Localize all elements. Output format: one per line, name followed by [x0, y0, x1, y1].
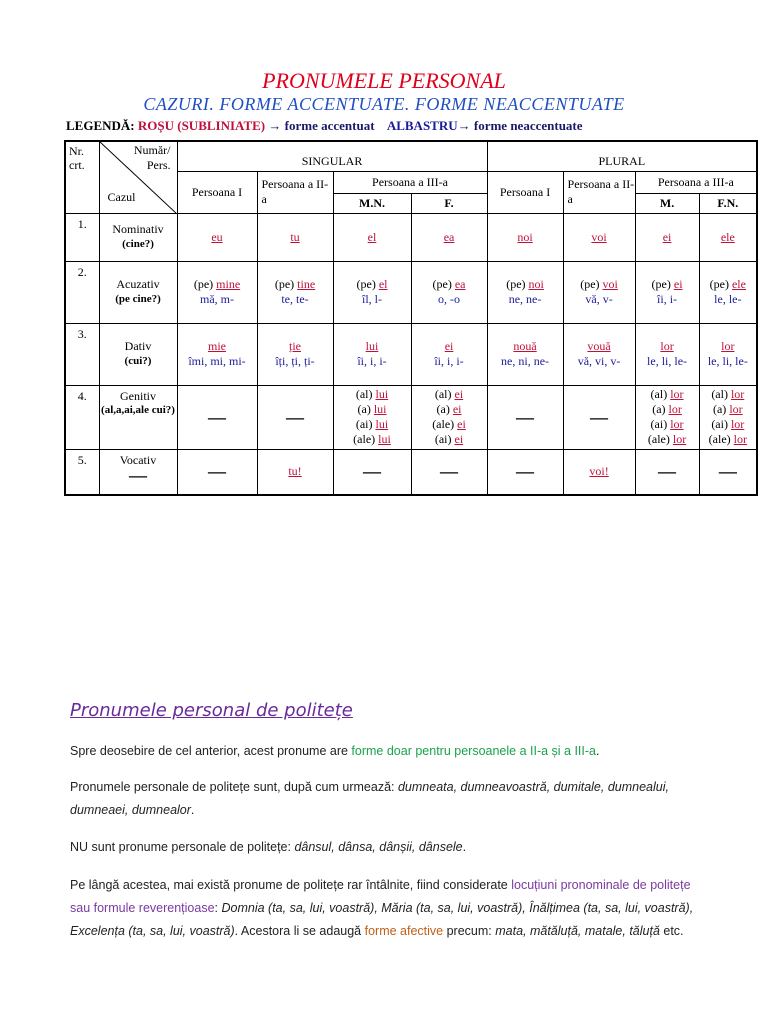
- pl-pers3: Persoana a III-a: [635, 171, 757, 193]
- gen-cell: —: [257, 385, 333, 449]
- nom-cell: ele: [699, 213, 757, 261]
- row-nr: 5.: [65, 449, 99, 495]
- gen-cell: —: [563, 385, 635, 449]
- dat-cell: vouă vă, vi, v-: [563, 323, 635, 385]
- paragraph-3: NU sunt pronume personale de politețe: dânsul, dânsa, dânșii, dânsele.: [70, 840, 467, 854]
- voc-cell: —: [487, 449, 563, 495]
- dat-cell: ei îi, i, i-: [411, 323, 487, 385]
- nom-cell: voi: [563, 213, 635, 261]
- dat-cell: lui îi, i, i-: [333, 323, 411, 385]
- voc-cell: tu!: [257, 449, 333, 495]
- pronoun-table: [64, 140, 758, 496]
- legend-blue-arrow: → forme neaccentuate: [457, 118, 583, 133]
- ac-cell: (pe) mine mă, m-: [177, 261, 257, 323]
- table-row: [65, 213, 757, 261]
- sg-pers2: Persoana a II-a: [257, 171, 333, 213]
- ac-cell: (pe) ei îi, i-: [635, 261, 699, 323]
- pl-pers1: Persoana I: [487, 171, 563, 213]
- nom-cell: eu: [177, 213, 257, 261]
- pl-fn: F.N.: [699, 193, 757, 213]
- plural-header: PLURAL: [487, 141, 757, 171]
- nom-cell: ei: [635, 213, 699, 261]
- case-cell: [99, 449, 177, 495]
- case-question: (al,a,ai,ale cui?): [101, 403, 175, 416]
- ac-cell: (pe) ele le, le-: [699, 261, 757, 323]
- gen-cell: (al) lor (a) lor (ai) lor (ale) lor: [635, 385, 699, 449]
- table-row: [65, 261, 757, 323]
- voc-cell: voi!: [563, 449, 635, 495]
- case-name: Vocativ: [119, 452, 157, 467]
- case-question: —: [129, 464, 147, 485]
- page-subtitle: CAZURI. FORME ACCENTUATE. FORME NEACCENTUATE: [143, 94, 625, 114]
- singular-header: SINGULAR: [177, 141, 487, 171]
- nom-cell: ea: [411, 213, 487, 261]
- case-question: (cui?): [124, 355, 152, 367]
- gen-cell: (al) ei (a) ei (ale) ei (ai) ei: [411, 385, 487, 449]
- legend-label: LEGENDĂ:: [66, 118, 135, 133]
- sg-f: F.: [411, 193, 487, 213]
- numar-header: Număr/: [133, 143, 171, 157]
- nr-header: Nr. crt.: [65, 141, 99, 213]
- case-cell: [99, 213, 177, 261]
- voc-cell: —: [635, 449, 699, 495]
- case-cell: [99, 385, 177, 449]
- case-question: (pe cine?): [115, 293, 161, 305]
- ac-cell: (pe) el îl, l-: [333, 261, 411, 323]
- legend-red-arrow: → forme accentuat: [268, 118, 375, 133]
- ac-cell: (pe) ea o, -o: [411, 261, 487, 323]
- paragraph-1: Spre deosebire de cel anterior, acest pronume are forme doar pentru persoanele a II-a și a III-a.: [70, 744, 600, 758]
- voc-cell: —: [333, 449, 411, 495]
- pl-m: M.: [635, 193, 699, 213]
- row-nr: 3.: [65, 323, 99, 385]
- case-cell: [99, 323, 177, 385]
- dat-cell: lor le, li, le-: [635, 323, 699, 385]
- nom-cell: el: [333, 213, 411, 261]
- diagonal-header-cell: [99, 141, 177, 213]
- ac-cell: (pe) tine te, te-: [257, 261, 333, 323]
- legend-blue-label: ALBASTRU: [386, 118, 458, 133]
- gen-cell: (al) lor (a) lor (ai) lor (ale) lor: [699, 385, 757, 449]
- row-nr: 2.: [65, 261, 99, 323]
- ac-cell: (pe) noi ne, ne-: [487, 261, 563, 323]
- ac-cell: (pe) voi vă, v-: [563, 261, 635, 323]
- pl-pers2: Persoana a II-a: [563, 171, 635, 213]
- legend-red-label: ROȘU (SUBLINIATE): [137, 118, 266, 133]
- row-nr: 1.: [65, 213, 99, 261]
- case-name: Genitiv: [120, 388, 156, 403]
- legend: [66, 118, 583, 134]
- gen-cell: (al) lui (a) lui (ai) lui (ale) lui: [333, 385, 411, 449]
- dat-cell: mie îmi, mi, mi-: [177, 323, 257, 385]
- table-row: [65, 323, 757, 385]
- sg-pers1: Persoana I: [177, 171, 257, 213]
- row-nr: 4.: [65, 385, 99, 449]
- case-name: Dativ: [124, 339, 152, 353]
- section-heading: Pronumele personal de politețe: [70, 700, 353, 721]
- voc-cell: —: [699, 449, 757, 495]
- dat-cell: ție îți, ți, ți-: [257, 323, 333, 385]
- cazul-header: Cazul: [107, 189, 136, 204]
- paragraph-2: Pronumele personale de politețe sunt, după cum urmează: dumneata, dumneavoastră, dumitale, dumnealui, dumneaei, dumnealor.: [70, 780, 669, 817]
- pers-header: Pers.: [146, 158, 171, 172]
- sg-pers3: Persoana a III-a: [333, 171, 487, 193]
- voc-cell: —: [411, 449, 487, 495]
- table-row: [65, 385, 757, 449]
- dat-cell: nouă ne, ni, ne-: [487, 323, 563, 385]
- gen-cell: —: [487, 385, 563, 449]
- sg-mn: M.N.: [333, 193, 411, 213]
- table-row: [65, 449, 757, 495]
- case-name: Nominativ: [112, 222, 164, 236]
- dat-cell: lor le, li, le-: [699, 323, 757, 385]
- paragraph-4: Pe lângă acestea, mai există pronume de politețe rar întâlnite, fiind considerate locuțiuni pronominale de politețe sau formule reverențioase: Domnia (ta, sa, lui, voastră), Măria (ta, sa, lui, voastră), Înălțimea (ta, sa, lui, voastră), Excelența (ta, sa, lui, voastră). Acestora li se adaugă forme afective precum: mata, mătăluță, matale, tăluță etc.: [70, 878, 694, 938]
- gen-cell: —: [177, 385, 257, 449]
- case-cell: [99, 261, 177, 323]
- nom-cell: tu: [257, 213, 333, 261]
- voc-cell: —: [177, 449, 257, 495]
- nom-cell: noi: [487, 213, 563, 261]
- case-question: (cine?): [122, 238, 154, 250]
- page-title: PRONUMELE PERSONAL: [262, 68, 506, 93]
- case-name: Acuzativ: [116, 277, 160, 291]
